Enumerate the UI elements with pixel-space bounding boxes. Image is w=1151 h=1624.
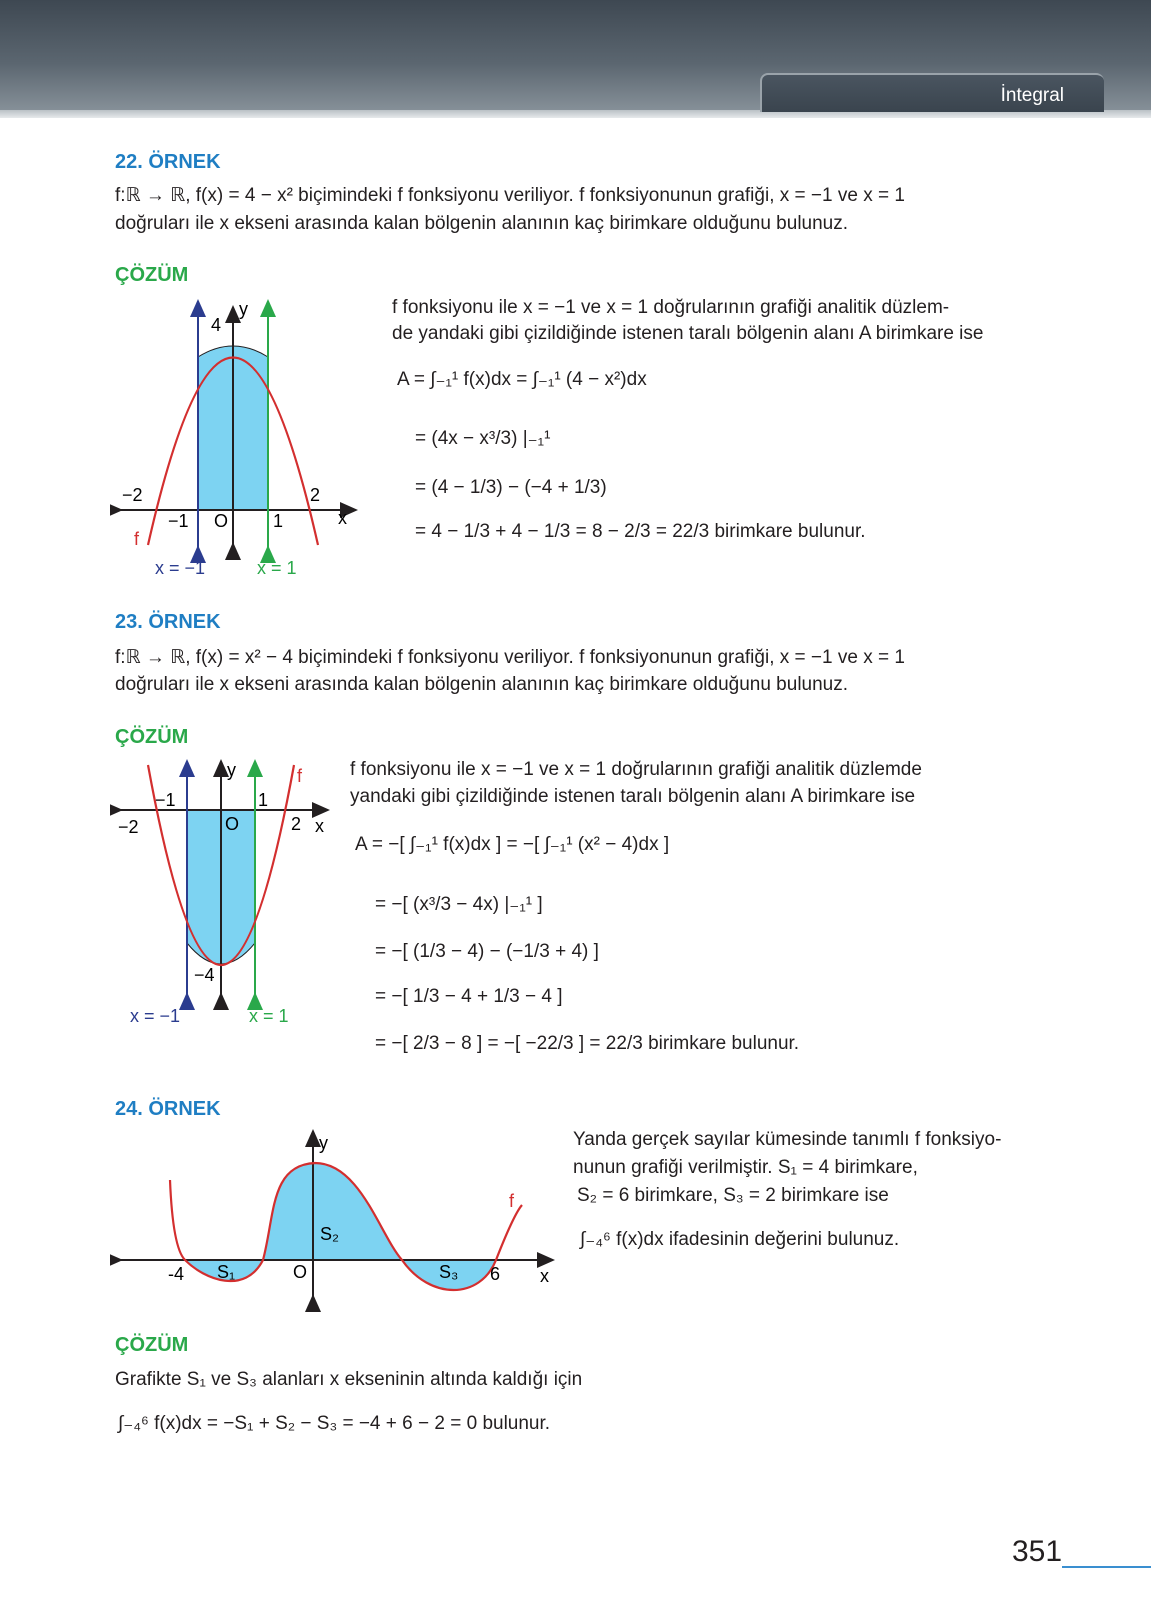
label-2: 2 — [291, 814, 302, 834]
x-label: x — [315, 816, 324, 836]
example-24-text3: S₂ = 6 birimkare, S₃ = 2 birimkare ise — [577, 1185, 889, 1206]
label-neg2: −2 — [122, 485, 143, 505]
example-23-eq4: = −[ 1/3 − 4 + 1/3 − 4 ] — [375, 986, 563, 1007]
example-23-eq3: = −[ (1/3 − 4) − (−1/3 + 4) ] — [375, 941, 599, 962]
y-label: y — [319, 1133, 328, 1153]
y-label: y — [227, 760, 236, 780]
example-24-solution-line2: ∫₋₄⁶ f(x)dx = −S₁ + S₂ − S₃ = −4 + 6 − 2 = 0 bulunur. — [118, 1413, 551, 1434]
shaded-s2 — [263, 1163, 402, 1260]
example-24-text4: ∫₋₄⁶ f(x)dx ifadesinin değerini bulunuz. — [580, 1229, 900, 1250]
example-22-question-line1: f:ℝ → ℝ, f(x) = 4 − x² biçimindeki f fonksiyonu veriliyor. f fonksiyonunun grafiği, x = −1 ve x = 1 — [115, 185, 905, 206]
section-tab — [760, 73, 1104, 112]
page-number-rule — [1062, 1566, 1151, 1568]
example-23-title: 23. ÖRNEK — [115, 611, 221, 633]
example-24-text2: nunun grafiği verilmiştir. S₁ = 4 birimkare, — [573, 1157, 918, 1178]
label-1: 1 — [273, 511, 284, 531]
example-23-solution-text1: f fonksiyonu ile x = −1 ve x = 1 doğrularının grafiği analitik düzlemde — [350, 759, 922, 780]
line-right-label: x = 1 — [257, 558, 297, 578]
x-label: x — [338, 508, 347, 528]
example-22-solution-text2: de yandaki gibi çizildiğinde istenen taralı bölgenin alanı A birimkare ise — [392, 323, 984, 344]
section-title: İntegral — [1000, 85, 1064, 106]
origin-label: O — [293, 1262, 308, 1282]
example-22-title: 22. ÖRNEK — [115, 151, 221, 173]
origin-label: O — [214, 511, 229, 531]
f-label: f — [134, 529, 140, 549]
example-24-text1: Yanda gerçek sayılar kümesinde tanımlı f fonksiyo- — [573, 1129, 1002, 1150]
example-22-solution-label: ÇÖZÜM — [115, 264, 189, 286]
example-22-eq2: = (4x − x³/3) |₋₁¹ — [415, 428, 551, 449]
example-23-eq1: A = −[ ∫₋₁¹ f(x)dx ] = −[ ∫₋₁¹ (x² − 4)dx ] — [355, 834, 670, 855]
example-24-title: 24. ÖRNEK — [115, 1098, 221, 1120]
example-23-question-line1: f:ℝ → ℝ, f(x) = x² − 4 biçimindeki f fonksiyonu veriliyor. f fonksiyonunun grafiği, x = −1 ve x = 1 — [115, 647, 905, 668]
label-neg2: −2 — [118, 817, 139, 837]
label-neg4: −4 — [194, 965, 215, 985]
s1-label: S₁ — [217, 1262, 236, 1282]
example-22-solution-text1: f fonksiyonu ile x = −1 ve x = 1 doğrularının grafiği analitik düzlem- — [392, 297, 950, 318]
example-24-solution-label: ÇÖZÜM — [115, 1334, 189, 1356]
example-23-question-line2: doğruları ile x ekseni arasında kalan bölgenin alanının kaç birimkare olduğunu bulunuz. — [115, 674, 849, 695]
y-label: y — [239, 299, 248, 319]
label-1: 1 — [258, 790, 269, 810]
line-right-label: x = 1 — [249, 1006, 289, 1026]
example-23-solution-text2: yandaki gibi çizildiğinde istenen taralı bölgenin alanı A birimkare ise — [350, 786, 916, 807]
s2-label: S₂ — [320, 1224, 339, 1244]
f-label: f — [509, 1191, 515, 1211]
example-22-eq1: A = ∫₋₁¹ f(x)dx = ∫₋₁¹ (4 − x²)dx — [397, 369, 647, 390]
example-22-eq3: = (4 − 1/3) − (−4 + 1/3) — [415, 477, 607, 498]
label-4: 4 — [211, 315, 222, 335]
page-number: 351 — [1012, 1535, 1063, 1568]
example-22-graph — [110, 295, 370, 595]
example-22-question-line2: doğruları ile x ekseni arasında kalan bölgenin alanının kaç birimkare olduğunu bulunuz. — [115, 213, 849, 234]
label-neg1: −1 — [168, 511, 189, 531]
example-23-eq5: = −[ 2/3 − 8 ] = −[ −22/3 ] = 22/3 birimkare bulunur. — [375, 1033, 800, 1054]
label-neg4: -4 — [168, 1264, 185, 1284]
label-2: 2 — [310, 485, 321, 505]
s3-label: S₃ — [439, 1262, 459, 1282]
line-left-label: x = −1 — [130, 1006, 181, 1026]
label-neg1: −1 — [155, 790, 176, 810]
line-left-label: x = −1 — [155, 558, 206, 578]
x-label: x — [540, 1266, 549, 1286]
example-24-solution-line1: Grafikte S₁ ve S₃ alanları x ekseninin altında kaldığı için — [115, 1369, 583, 1390]
origin-label: O — [225, 814, 240, 834]
example-23-graph — [110, 755, 340, 1035]
example-23-eq2: = −[ (x³/3 − 4x) |₋₁¹ ] — [375, 894, 543, 915]
example-22-eq4: = 4 − 1/3 + 4 − 1/3 = 8 − 2/3 = 22/3 birimkare bulunur. — [415, 521, 866, 542]
example-23-solution-label: ÇÖZÜM — [115, 726, 189, 748]
f-label: f — [297, 766, 303, 786]
label-6: 6 — [490, 1264, 501, 1284]
example-24-graph — [110, 1125, 560, 1315]
